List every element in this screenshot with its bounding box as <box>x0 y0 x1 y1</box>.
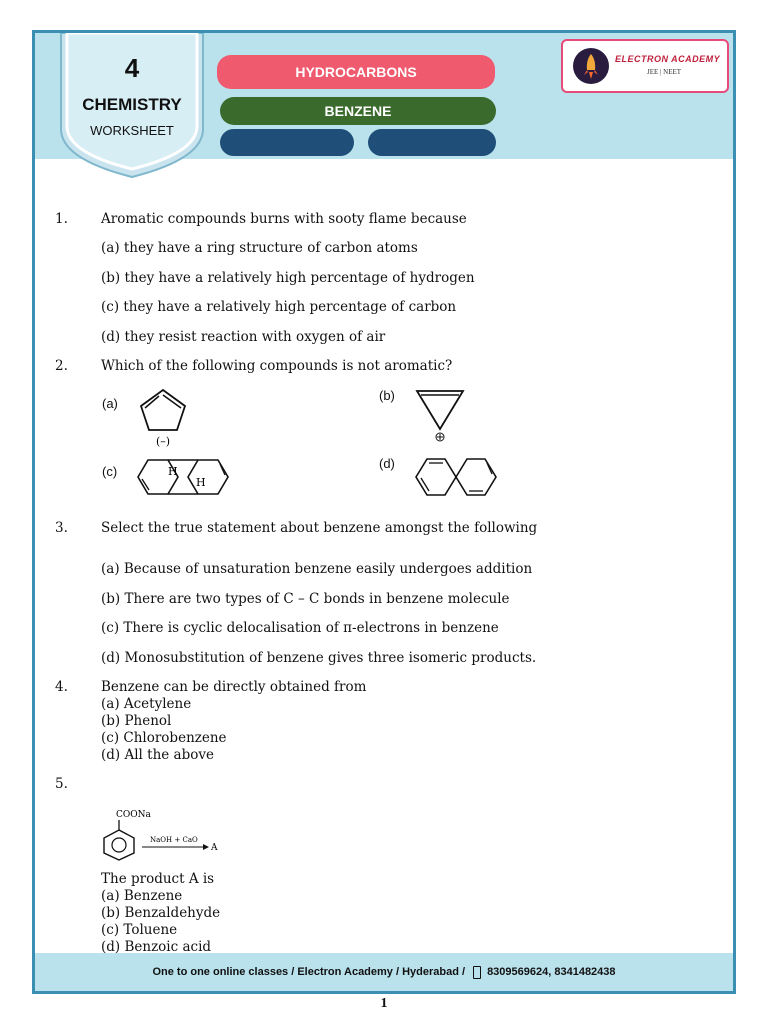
question-text: The product A is <box>101 871 215 887</box>
bridged-annulene-structure <box>134 453 232 503</box>
option: (d) Benzoic acid <box>101 939 212 955</box>
topic-pill: HYDROCARBONS <box>217 55 495 89</box>
footer-text: One to one online classes / Electron Academy / Hyderabad / <box>152 966 466 978</box>
option: (c) Toluene <box>101 922 178 938</box>
option: (a) Acetylene <box>101 696 192 712</box>
question-text: Select the true statement about benzene amongst the following <box>101 520 538 536</box>
product-label: A <box>211 843 218 853</box>
option: (d) All the above <box>101 747 214 763</box>
option-label: (d) <box>379 456 395 471</box>
worksheet-label: WORKSHEET <box>90 123 174 138</box>
cyclopropenyl-cation-structure <box>411 385 469 445</box>
question-text: Which of the following compounds is not aromatic? <box>101 358 453 374</box>
cyclopentadienyl-anion-structure <box>133 384 193 450</box>
logo-subtitle: JEE | NEET <box>647 68 682 76</box>
option: (b) There are two types of C – C bonds in benzene molecule <box>101 591 510 607</box>
footer-phones: 8309569624, 8341482438 <box>487 966 616 978</box>
option: (b) Benzaldehyde <box>101 905 221 921</box>
substituent-label: COONa <box>116 810 151 820</box>
option: (b) they have a relatively high percentage of hydrogen <box>101 270 475 286</box>
question-number: 4. <box>55 679 68 695</box>
option: (a) Benzene <box>101 888 183 904</box>
academy-logo <box>561 39 729 93</box>
question-number: 1. <box>55 211 68 227</box>
subtopic-pill: BENZENE <box>220 97 496 125</box>
logo-name: ELECTRON ACADEMY <box>615 54 721 64</box>
subject-title: CHEMISTRY <box>82 95 182 114</box>
option: (a) Because of unsaturation benzene easily undergoes addition <box>101 561 533 577</box>
page-number: 1 <box>380 996 388 1011</box>
h-label: H <box>168 465 178 478</box>
reagent-label: NaOH + CaO <box>150 836 198 844</box>
question-text: Aromatic compounds burns with sooty flame because <box>101 211 467 227</box>
option: (a) they have a ring structure of carbon atoms <box>101 240 418 256</box>
option-label: (a) <box>102 396 118 411</box>
worksheet-shield <box>57 33 207 179</box>
question-number: 2. <box>55 358 68 374</box>
question-text: Benzene can be directly obtained from <box>101 679 367 695</box>
footer-band <box>35 953 733 991</box>
blank-pill-right <box>368 129 496 156</box>
option: (c) There is cyclic delocalisation of π-electrons in benzene <box>101 620 499 636</box>
h-label: H <box>196 476 206 489</box>
option: (c) they have a relatively high percentage of carbon <box>101 299 457 315</box>
worksheet-number: 4 <box>124 53 140 83</box>
option-label: (c) <box>102 464 118 479</box>
header-band <box>35 33 733 159</box>
rocket-icon <box>573 48 609 84</box>
option: (b) Phenol <box>101 713 172 729</box>
decarboxylation-reaction-scheme <box>100 804 222 862</box>
phone-icon <box>473 966 481 979</box>
option: (d) they resist reaction with oxygen of air <box>101 329 386 345</box>
naphthalene-structure <box>411 452 501 502</box>
option: (c) Chlorobenzene <box>101 730 227 746</box>
option-label: (b) <box>379 388 395 403</box>
blank-pill-left <box>220 129 354 156</box>
question-number: 5. <box>55 776 68 792</box>
option: (d) Monosubstitution of benzene gives three isomeric products. <box>101 650 537 666</box>
charge-label: (–) <box>155 435 171 448</box>
question-number: 3. <box>55 520 68 536</box>
